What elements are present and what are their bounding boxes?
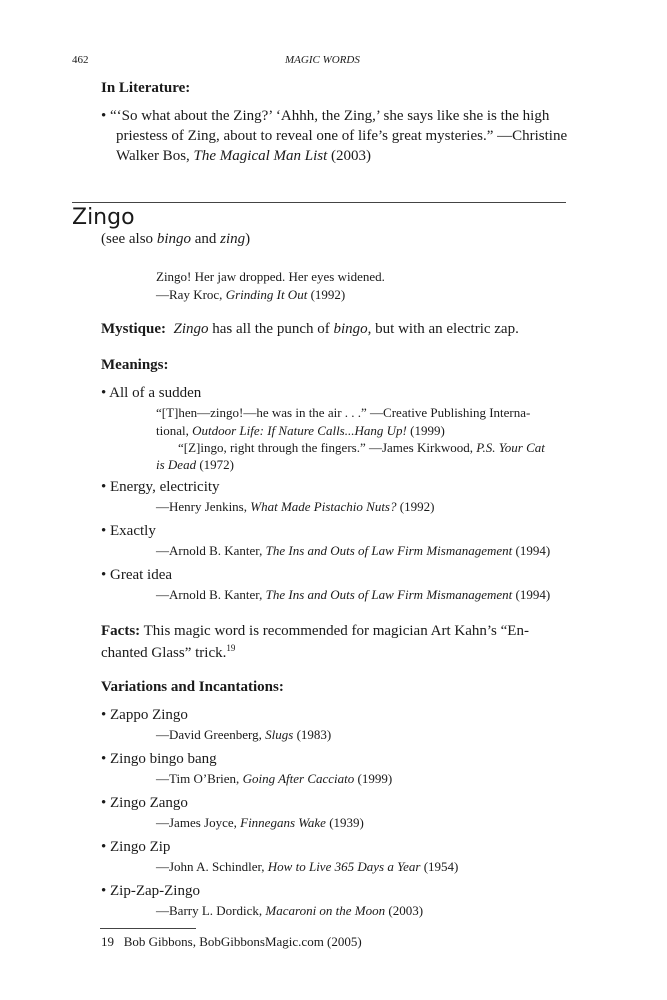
variation-5-label: • Zip-Zap-Zingo xyxy=(101,883,200,899)
meaning-3-attribution: —Arnold B. Kanter, The Ins and Outs of Law Firm Mismanagement (1994) xyxy=(156,543,551,558)
variation-3-attribution: —James Joyce, Finnegans Wake (1939) xyxy=(156,815,364,830)
see-also: (see also bingo and zing) xyxy=(101,231,251,247)
meaning-1-quote-1-line-2: tional, Outdoor Life: If Nature Calls...Hang Up! (1999) xyxy=(156,423,445,438)
literature-heading: In Literature: xyxy=(101,80,191,96)
variation-3-label: • Zingo Zango xyxy=(101,795,188,811)
meaning-1-quote-2-line-1: “[Z]ingo, right through the fingers.” —James Kirkwood, P.S. Your Cat xyxy=(178,440,545,455)
meaning-3-label: • Exactly xyxy=(101,523,156,539)
running-title: MAGIC WORDS xyxy=(285,54,360,66)
entry-word: Zingo xyxy=(72,205,135,230)
meaning-4-label: • Great idea xyxy=(101,567,173,583)
literature-line-3: Walker Bos, The Magical Man List (2003) xyxy=(116,148,372,164)
section-divider xyxy=(72,202,566,203)
variation-2-attribution: —Tim O’Brien, Going After Cacciato (1999) xyxy=(156,771,393,786)
meaning-1-quote-2-line-2: is Dead (1972) xyxy=(156,457,235,472)
footnote: 19 Bob Gibbons, BobGibbonsMagic.com (2005) xyxy=(101,934,362,949)
epigraph-attribution: —Ray Kroc, Grinding It Out (1992) xyxy=(156,287,346,302)
footnote-divider xyxy=(100,928,196,929)
mystique: Mystique: Zingo has all the punch of bingo, but with an electric zap. xyxy=(101,321,519,337)
variation-4-attribution: —John A. Schindler, How to Live 365 Days a Year (1954) xyxy=(156,859,459,874)
page-number: 462 xyxy=(72,54,89,66)
meaning-4-attribution: —Arnold B. Kanter, The Ins and Outs of Law Firm Mismanagement (1994) xyxy=(156,587,551,602)
facts-line-1: Facts: This magic word is recommended for magician Art Kahn’s “En- xyxy=(101,623,529,639)
variation-4-label: • Zingo Zip xyxy=(101,839,171,855)
meanings-heading: Meanings: xyxy=(101,357,169,373)
variation-5-attribution: —Barry L. Dordick, Macaroni on the Moon (2003) xyxy=(156,903,424,918)
literature-line-1: • “‘So what about the Zing?’ ‘Ahhh, the Zing,’ she says like she is the high xyxy=(101,108,550,124)
meaning-2-attribution: —Henry Jenkins, What Made Pistachio Nuts? (1992) xyxy=(156,499,435,514)
footnote-ref: 19 xyxy=(226,643,236,653)
epigraph-quote: Zingo! Her jaw dropped. Her eyes widened. xyxy=(156,269,385,284)
meaning-2-label: • Energy, electricity xyxy=(101,479,220,495)
literature-line-2: priestess of Zing, about to reveal one of life’s great mysteries.” —Christine xyxy=(116,128,568,144)
facts-line-2: chanted Glass” trick.$^{19}$ xyxy=(101,643,236,661)
meaning-1-label: • All of a sudden xyxy=(101,385,202,401)
variation-1-label: • Zappo Zingo xyxy=(101,707,188,723)
variations-heading: Variations and Incantations: xyxy=(101,679,284,695)
variation-2-label: • Zingo bingo bang xyxy=(101,751,217,767)
meaning-1-quote-1-line-1: “[T]hen—zingo!—he was in the air . . .” —Creative Publishing Interna- xyxy=(156,405,531,420)
variation-1-attribution: —David Greenberg, Slugs (1983) xyxy=(156,727,332,742)
